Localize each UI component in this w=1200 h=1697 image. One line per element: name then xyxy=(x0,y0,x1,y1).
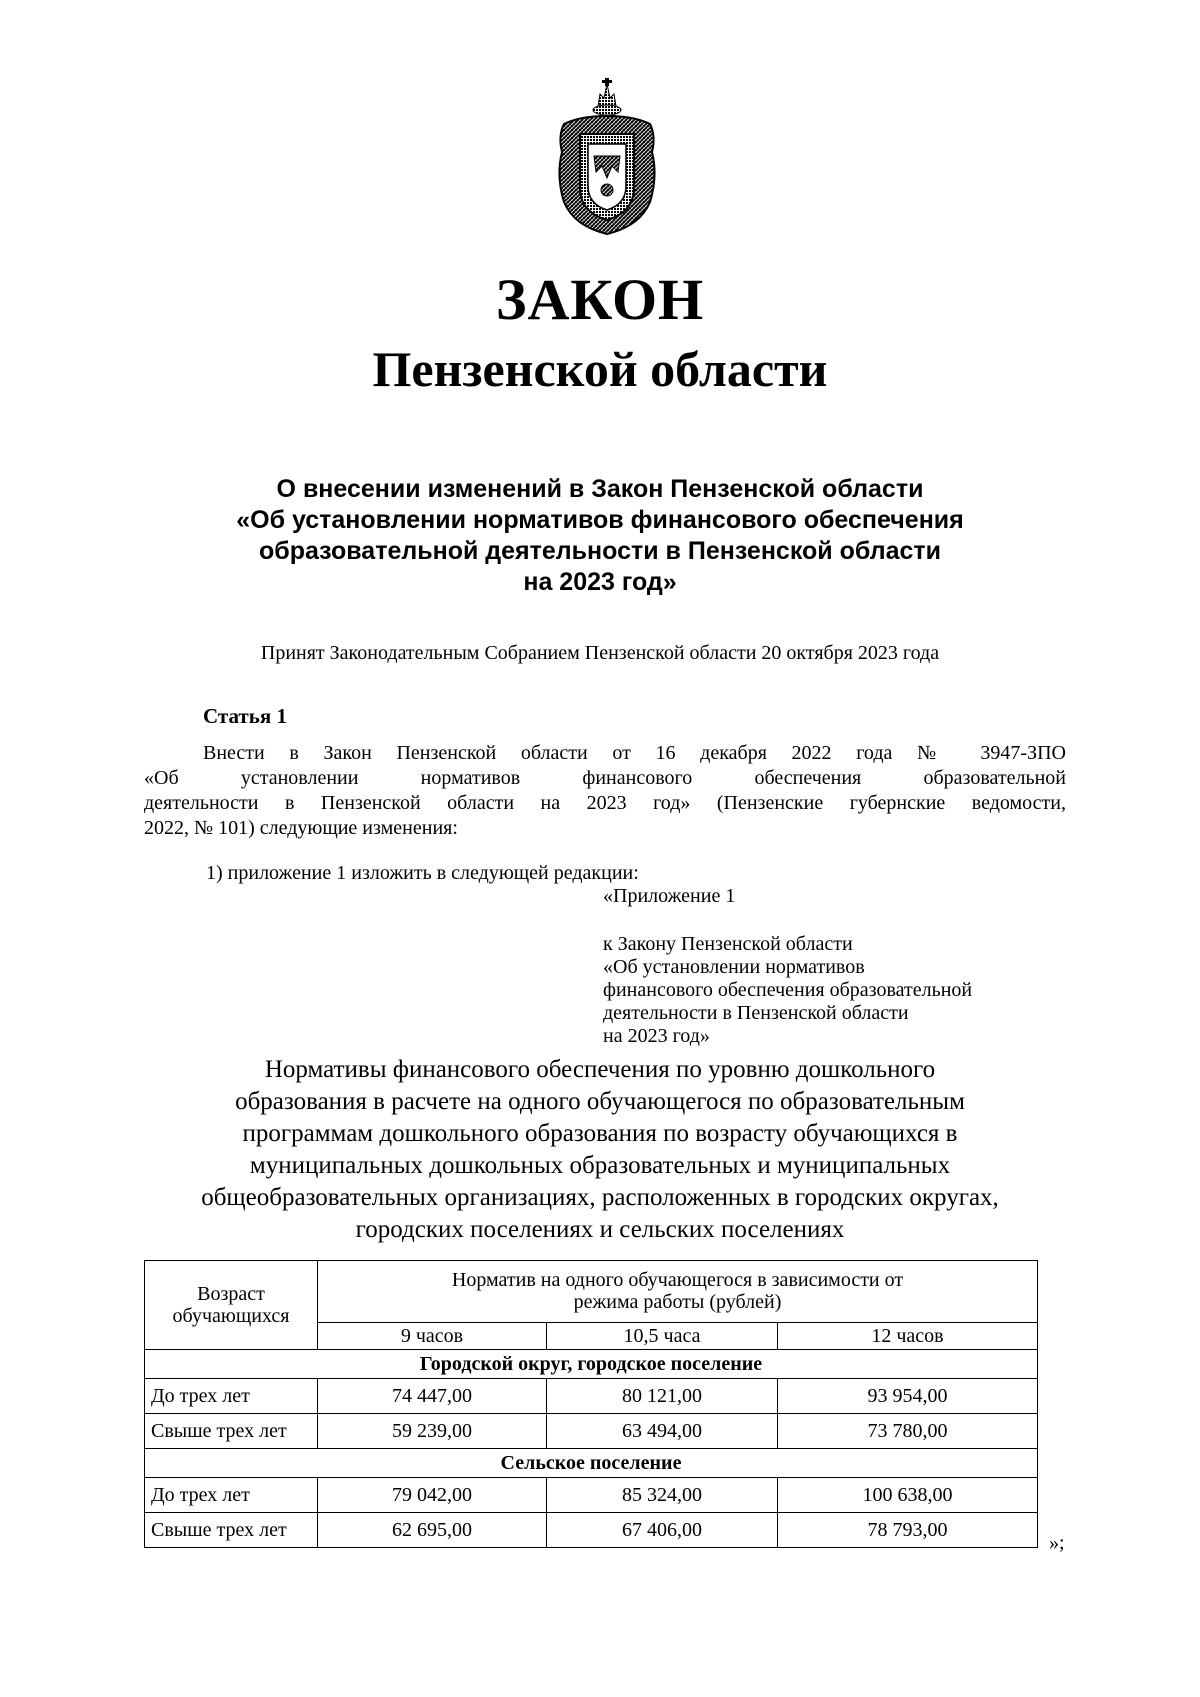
table-cell: 74 447,00 xyxy=(318,1379,547,1414)
header-mode: 9 часов xyxy=(318,1322,547,1349)
header-norm xyxy=(318,1261,1038,1323)
document-subtitle: Пензенской области xyxy=(372,341,828,397)
header-age-line: обучающихся xyxy=(172,1305,290,1327)
header-mode: 10,5 часа xyxy=(547,1322,778,1349)
table-cell: 78 793,00 xyxy=(778,1513,1038,1548)
row-label: До трех лет xyxy=(145,1379,318,1414)
header-age-line: Возраст xyxy=(197,1283,265,1305)
article-paragraph xyxy=(144,741,1066,841)
appendix-line: финансового обеспечения образовательной xyxy=(603,979,973,1001)
header-mode: 12 часов xyxy=(778,1322,1038,1349)
appendix-line: «Об установлении нормативов xyxy=(603,956,865,978)
table-title-line: городских поселениях и сельских поселениях xyxy=(355,1216,845,1243)
section-row xyxy=(145,1449,1038,1478)
section-title: Городской округ, городское поселение xyxy=(145,1350,1038,1379)
law-name-line: О внесении изменений в Закон Пензенской области xyxy=(276,475,924,503)
list-item: 1) приложение 1 изложить в следующей редакции: xyxy=(206,862,639,884)
closing-quote-mark: »; xyxy=(1049,1532,1065,1554)
table-title-line: общеобразовательных организациях, расположенных в городских округах, xyxy=(201,1184,999,1211)
law-name xyxy=(150,474,1050,598)
table-row xyxy=(145,1513,1038,1548)
document-title: ЗАКОН xyxy=(495,267,705,332)
paragraph-line: «Об установлении нормативов финансового обеспечения образовательной xyxy=(144,767,1066,789)
header-age xyxy=(145,1261,318,1350)
law-name-line: образовательной деятельности в Пензенской области xyxy=(258,537,941,565)
table-cell: 93 954,00 xyxy=(778,1379,1038,1414)
header-norm-line: Норматив на одного обучающегося в зависимости от xyxy=(451,1269,904,1292)
norms-table xyxy=(144,1260,1038,1548)
table-cell: 67 406,00 xyxy=(547,1513,778,1548)
section-row xyxy=(145,1350,1038,1379)
paragraph-line: Внести в Закон Пензенской области от 16 декабря 2022 года № 3947-ЗПО xyxy=(203,742,1066,764)
article-heading: Статья 1 xyxy=(203,704,287,728)
appendix-label: «Приложение 1 xyxy=(603,885,736,907)
law-name-line: «Об установлении нормативов финансового обеспечения xyxy=(236,506,964,534)
appendix-reference xyxy=(603,885,972,1048)
table-header-row xyxy=(145,1261,1038,1323)
row-label: Свыше трех лет xyxy=(145,1414,318,1449)
table-row xyxy=(145,1478,1038,1513)
appendix-line: деятельности в Пензенской области xyxy=(603,1002,909,1024)
table-title-line: Нормативы финансового обеспечения по уровню дошкольного xyxy=(264,1056,936,1083)
table-cell: 85 324,00 xyxy=(547,1478,778,1513)
table-cell: 62 695,00 xyxy=(318,1513,547,1548)
table-cell: 59 239,00 xyxy=(318,1414,547,1449)
table-cell: 79 042,00 xyxy=(318,1478,547,1513)
appendix-line: на 2023 год» xyxy=(603,1025,710,1047)
table-row xyxy=(145,1414,1038,1449)
row-label: Свыше трех лет xyxy=(145,1513,318,1548)
table-cell: 100 638,00 xyxy=(778,1478,1038,1513)
section-title: Сельское поселение xyxy=(145,1449,1038,1478)
table-cell: 80 121,00 xyxy=(547,1379,778,1414)
coat-of-arms-icon xyxy=(554,76,660,236)
table-title-line: муниципальных дошкольных образовательных и муниципальных xyxy=(249,1152,951,1179)
table-title-line: образования в расчете на одного обучающегося по образовательным xyxy=(235,1088,965,1115)
table-title-line: программам дошкольного образования по возрасту обучающихся в xyxy=(242,1120,958,1147)
table-title xyxy=(100,1054,1100,1246)
adoption-note: Принят Законодательным Собранием Пензенской области 20 октября 2023 года xyxy=(260,642,940,664)
paragraph-line: 2022, № 101) следующие изменения: xyxy=(144,817,458,839)
law-name-line: на 2023 год» xyxy=(523,568,677,596)
table-cell: 63 494,00 xyxy=(547,1414,778,1449)
header-norm-line: режима работы (рублей) xyxy=(573,1291,782,1314)
row-label: До трех лет xyxy=(145,1478,318,1513)
paragraph-line: деятельности в Пензенской области на 2023 год» (Пензенские губернские ведомости, xyxy=(144,792,1066,814)
appendix-line: к Закону Пензенской области xyxy=(603,933,853,955)
table-cell: 73 780,00 xyxy=(778,1414,1038,1449)
table-row xyxy=(145,1379,1038,1414)
